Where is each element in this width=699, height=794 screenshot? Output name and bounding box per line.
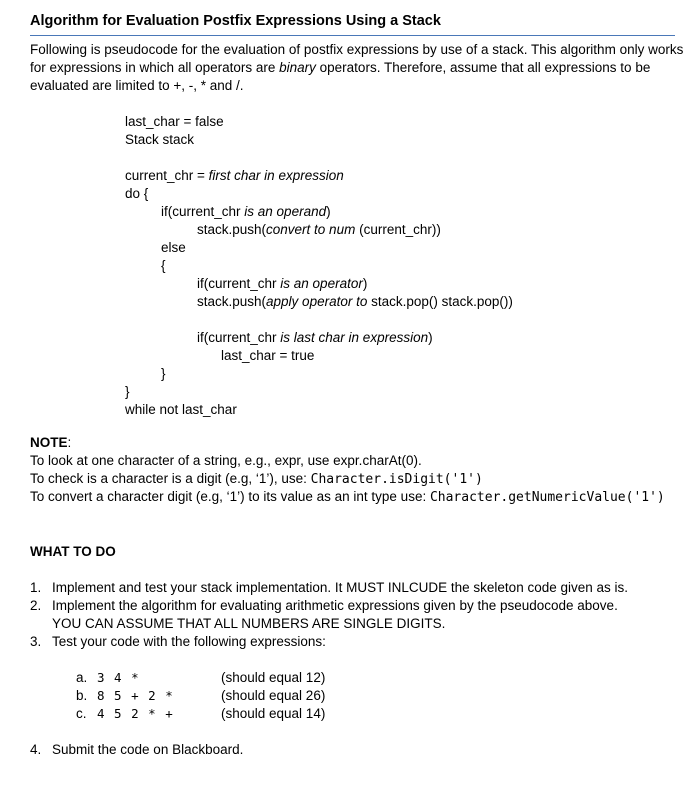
sub-expression: 3 4 * [97, 670, 139, 685]
note-line-1: To look at one character of a string, e.g., expr, use expr.charAt(0). [30, 453, 422, 468]
note-text: To check is a character is a digit (e.g, ‘1’), use: [30, 471, 311, 486]
note-code: Character.isDigit('1') [310, 472, 483, 487]
code-text: stack.pop() stack.pop()) [367, 294, 513, 309]
code-line [197, 221, 441, 239]
intro-line-2 [30, 59, 650, 77]
title-divider [30, 35, 675, 36]
note-line-3 [30, 488, 665, 507]
intro-emphasis: binary [279, 60, 316, 75]
note-heading [30, 434, 71, 452]
code-text: if(current_chr [161, 204, 245, 219]
note-code: Character.getNumericValue('1') [429, 490, 665, 505]
code-line: } [125, 384, 130, 399]
code-text: ) [326, 204, 331, 219]
code-emphasis: convert to num [266, 222, 356, 237]
sub-expression: 4 5 2 * + [97, 706, 173, 721]
list-text: Test your code with the following expressions: [52, 634, 326, 649]
list-text: Submit the code on Blackboard. [52, 742, 244, 757]
code-emphasis: is an operator [280, 276, 363, 291]
code-text: if(current_chr [197, 276, 281, 291]
code-line [197, 293, 513, 311]
list-text: Implement the algorithm for evaluating arithmetic expressions given by the pseudocode above. [52, 598, 618, 613]
intro-line-3: evaluated are limited to +, -, * and /. [30, 78, 244, 93]
sub-letter: a. [76, 670, 88, 685]
code-emphasis: apply operator to [266, 294, 368, 309]
note-text: To convert a character digit (e.g, ‘1’) to its value as an int type use: [30, 489, 430, 504]
code-emphasis: is an operand [244, 204, 327, 219]
code-text: stack.push( [197, 222, 267, 237]
list-item-continuation: YOU CAN ASSUME THAT ALL NUMBERS ARE SINGLE DIGITS. [52, 616, 446, 631]
note-line-2 [30, 470, 483, 489]
code-line: } [161, 366, 166, 381]
sub-letter: c. [76, 706, 87, 721]
code-line: last_char = true [221, 348, 315, 363]
intro-text: for expressions in which all operators are [30, 60, 280, 75]
code-line: else [161, 240, 186, 255]
code-text: (current_chr)) [355, 222, 441, 237]
sub-letter: b. [76, 688, 88, 703]
list-number: 3. [30, 634, 42, 649]
code-text: stack.push( [197, 294, 267, 309]
sub-result: (should equal 26) [221, 688, 326, 703]
sub-result: (should equal 12) [221, 670, 326, 685]
code-line [197, 329, 433, 347]
list-number: 1. [30, 580, 42, 595]
code-line: while not last_char [125, 402, 237, 417]
intro-line-1: Following is pseudocode for the evaluation of postfix expressions by use of a stack. This algorithm only works [30, 42, 684, 57]
code-emphasis: is last char in expression [280, 330, 429, 345]
sub-result: (should equal 14) [221, 706, 326, 721]
list-text: Implement and test your stack implementation. It MUST INLCUDE the skeleton code given as is. [52, 580, 629, 595]
intro-text: operators. Therefore, assume that all expressions to be [315, 60, 651, 75]
code-text: current_chr = [125, 168, 209, 183]
code-text: ) [428, 330, 433, 345]
code-line [161, 203, 331, 221]
code-line [197, 275, 367, 293]
page-title: Algorithm for Evaluation Postfix Expressions Using a Stack [30, 13, 441, 29]
code-line: last_char = false [125, 114, 224, 129]
code-line [125, 167, 344, 185]
todo-heading: WHAT TO DO [30, 544, 116, 559]
code-line: Stack stack [125, 132, 195, 147]
code-text: ) [362, 276, 368, 291]
list-number: 2. [30, 598, 42, 613]
code-text: if(current_chr [197, 330, 281, 345]
code-line: do { [125, 186, 149, 201]
list-number: 4. [30, 742, 42, 757]
code-line: { [161, 258, 166, 273]
code-emphasis: first char in expression [208, 168, 344, 183]
note-heading-text: NOTE [30, 435, 68, 450]
note-heading-colon: : [67, 435, 72, 450]
sub-expression: 8 5 + 2 * [97, 688, 173, 703]
